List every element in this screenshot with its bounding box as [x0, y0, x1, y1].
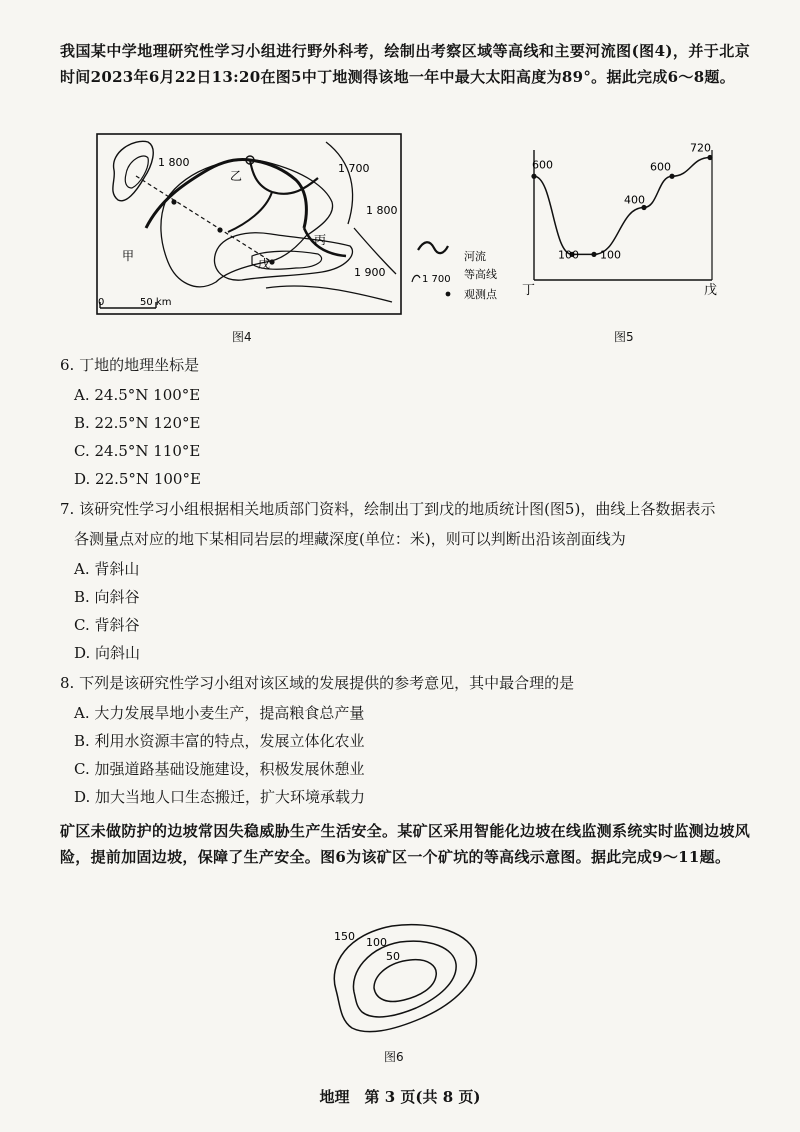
figure-6-map	[318, 918, 488, 1042]
question-7-stem-line-2: 各测量点对应的地下某相同岩层的埋藏深度(单位：米)，则可以判断出沿该剖面线为	[74, 530, 626, 548]
page-footer: 地理 第 3 页(共 8 页)	[319, 1088, 481, 1106]
question-7-option-c: C. 背斜谷	[74, 616, 140, 634]
profile-line	[534, 158, 710, 255]
intro-paragraph-2: 矿区未做防护的边坡常因失稳威胁生产生活安全。某矿区采用智能化边坡在线监测系统实时监测边坡风险，提前加固边坡，保障了生产安全。图6为该矿区一个矿坑的等高线示意图。据此完成9～11题。	[60, 822, 750, 866]
figure-5-chart	[520, 140, 720, 300]
place-label-bing: 丙	[314, 233, 327, 247]
legend-contour: 等高线	[464, 268, 497, 281]
place-label-yi: 乙	[230, 169, 243, 183]
place-label-jia: 甲	[122, 249, 135, 263]
data-point	[669, 174, 674, 179]
scale-distance: 50 km	[140, 297, 172, 308]
question-7-stem-line-1: 7. 该研究性学习小组根据相关地质部门资料，绘制出丁到戊的地质统计图(图5)，曲线上各数据表示	[60, 500, 716, 518]
contour-label: 1 800	[366, 204, 398, 217]
intro-paragraph-1: 我国某中学地理研究性学习小组进行野外科考，绘制出考察区域等高线和主要河流图(图4)，并于北京时间2023年6月22日13:20在图5中丁地测得该地一年中最大太阳高度为89°。据此完成6～8题。	[60, 42, 750, 86]
data-label: 100	[558, 248, 579, 262]
question-6-option-b: B. 22.5°N 120°E	[74, 414, 201, 432]
legend-river: 河流	[464, 250, 486, 263]
question-6-option-a: A. 24.5°N 100°E	[74, 386, 201, 404]
data-point	[591, 252, 596, 257]
question-6-option-d: D. 22.5°N 100°E	[74, 470, 201, 488]
question-8-stem: 8. 下列是该研究性学习小组对该区域的发展提供的参考意见，其中最合理的是	[60, 674, 575, 692]
data-label: 600	[532, 158, 553, 172]
axis-start-label: 丁	[522, 283, 536, 298]
question-7-option-b: B. 向斜谷	[74, 588, 140, 606]
data-point	[531, 174, 536, 179]
figure-4-map	[96, 132, 516, 322]
figure-6-caption: 图6	[384, 1050, 404, 1064]
legend-observation-point: 观测点	[464, 288, 497, 301]
contour-label: 1 700	[338, 162, 370, 175]
scale-zero: 0	[98, 297, 105, 308]
data-label: 400	[624, 193, 645, 207]
data-label: 600	[650, 160, 671, 174]
question-7-option-d: D. 向斜山	[74, 644, 141, 662]
contour-label: 1 800	[158, 156, 190, 169]
question-8-option-d: D. 加大当地人口生态搬迁，扩大环境承载力	[74, 788, 366, 806]
figure-4-caption: 图4	[232, 330, 252, 344]
question-8-option-b: B. 利用水资源丰富的特点，发展立体化农业	[74, 732, 365, 750]
question-7-option-a: A. 背斜山	[74, 560, 140, 578]
contour-label: 1 900	[354, 266, 386, 279]
contour-label-100: 100	[366, 936, 387, 949]
contour-label-50: 50	[386, 950, 400, 963]
question-8-option-c: C. 加强道路基础设施建设，积极发展休憩业	[74, 760, 365, 778]
question-8-option-a: A. 大力发展旱地小麦生产，提高粮食总产量	[74, 704, 365, 722]
place-label-wu: 戊	[258, 257, 271, 271]
contour-label-150: 150	[334, 930, 355, 943]
data-label: 720	[690, 141, 711, 155]
question-6-option-c: C. 24.5°N 110°E	[74, 442, 201, 460]
data-point	[707, 155, 712, 160]
figure-5-caption: 图5	[614, 330, 634, 344]
data-label: 100	[600, 248, 621, 262]
legend-contour-value: 1 700	[422, 274, 451, 285]
question-6-stem: 6. 丁地的地理坐标是	[60, 356, 200, 374]
axis-end-label: 戊	[704, 283, 718, 298]
